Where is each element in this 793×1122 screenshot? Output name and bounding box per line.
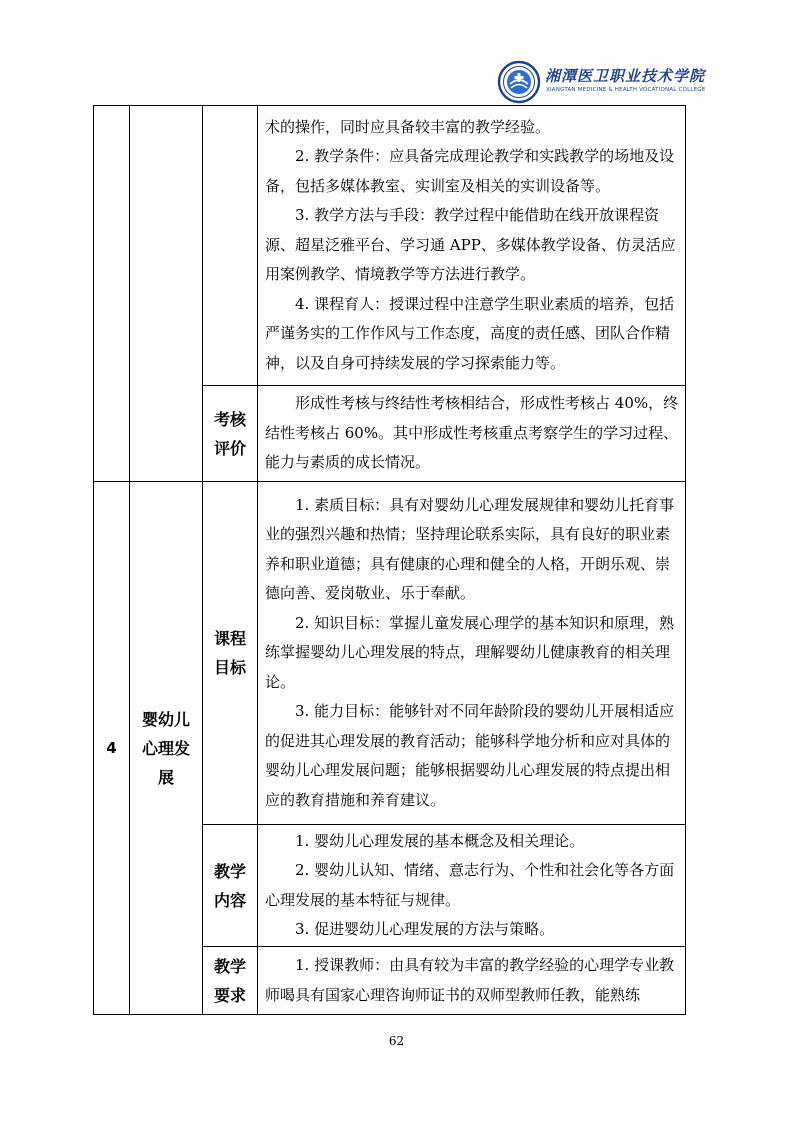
content-content: [258, 825, 686, 947]
label-line: 要求: [213, 985, 246, 1005]
page-number: 62: [388, 1034, 405, 1048]
course-name-line: 展: [157, 767, 174, 787]
course-number-cell: [94, 106, 130, 482]
table-row: [94, 482, 686, 825]
label-line: 评价: [213, 438, 246, 458]
category-label-content: [203, 825, 258, 947]
course-name-line: 婴幼儿: [141, 709, 190, 729]
course-number: 4: [94, 482, 130, 1015]
category-cell: [203, 106, 258, 386]
objectives-content: [258, 482, 686, 825]
college-logo: [497, 60, 737, 104]
assessment-content: [258, 386, 686, 482]
category-label-requirements: [203, 947, 258, 1015]
label-line: 教学: [213, 861, 246, 881]
category-label-assessment: [203, 386, 258, 482]
paragraph: 2. 知识目标：掌握儿童发展心理学的基本知识和原理，熟练掌握婴幼儿心理发展的特点，理解婴幼儿健康教育的相关理论。: [265, 613, 675, 691]
label-line: 课程: [213, 629, 246, 648]
paragraph: 1. 素质目标：具有对婴幼儿心理发展规律和婴幼儿托育事业的强烈兴趣和热情；坚持理论联系实际，具有良好的职业素养和职业道德；具有健康的心理和健全的人格，开朗乐观、崇德向善、爱岗敬业、乐于奉献。: [265, 495, 675, 603]
paragraph: 形成性考核与终结性考核相结合，形成性考核占 40%，终结性考核占 60%。其中形成性考核重点考察学生的学习过程、能力与素质的成长情况。: [265, 394, 679, 472]
paragraph: 1. 婴幼儿心理发展的基本概念及相关理论。: [295, 831, 585, 850]
paragraph: 2. 婴幼儿认知、情绪、意志行为、个性和社会化等各方面心理发展的基本特征与规律。: [265, 861, 675, 909]
paragraph: 3. 教学方法与手段：教学过程中能借助在线开放课程资源、超星泛雅平台、学习通 APP、多媒体教学设备、仿灵活应用案例教学、情境教学等方法进行教学。: [265, 206, 676, 284]
paragraph: 4. 课程育人：授课过程中注意学生职业素质的培养，包括严谨务实的工作作风与工作态度，高度的责任感、团队合作精神，以及自身可持续发展的学习探索能力等。: [265, 294, 675, 372]
paragraph: 3. 能力目标：能够针对不同年龄阶段的婴幼儿开展相适应的促进其心理发展的教育活动；能够科学地分析和应对具体的婴幼儿心理发展问题；能够根据婴幼儿心理发展的特点提出相应的教育措施和养育建议。: [265, 702, 675, 809]
label-line: 目标: [213, 658, 246, 677]
college-emblem-icon: [497, 60, 541, 104]
teaching-requirements-content: [258, 106, 686, 386]
label-line: 内容: [213, 890, 246, 910]
paragraph: 术的操作，同时应具备较丰富的教学经验。: [265, 117, 551, 136]
course-name-line: 心理发: [141, 738, 190, 758]
course-name-cell: [130, 106, 203, 482]
table-row: [94, 106, 686, 386]
label-line: 教学: [213, 956, 246, 976]
paragraph: 1. 授课教师：由具有较为丰富的教学经验的心理学专业教师喝具有国家心理咨询师证书的双师型教师任教，能熟练: [265, 956, 675, 1004]
requirements-content: [258, 947, 686, 1015]
college-name-en: XIANGTAN MEDICINE & HEALTH VOCATIONAL COLLEGE: [546, 87, 706, 93]
curriculum-table: [93, 105, 686, 1015]
paragraph: 3. 促进婴幼儿心理发展的方法与策略。: [295, 920, 555, 938]
course-name: [130, 482, 203, 1015]
category-label-objectives: [203, 482, 258, 825]
label-line: 考核: [213, 409, 246, 429]
paragraph: 2. 教学条件：应具备完成理论教学和实践教学的场地及设备，包括多媒体教室、实训室及相关的实训设备等。: [265, 147, 675, 195]
college-name: 湘潭医卫职业技术学院: [545, 67, 706, 85]
